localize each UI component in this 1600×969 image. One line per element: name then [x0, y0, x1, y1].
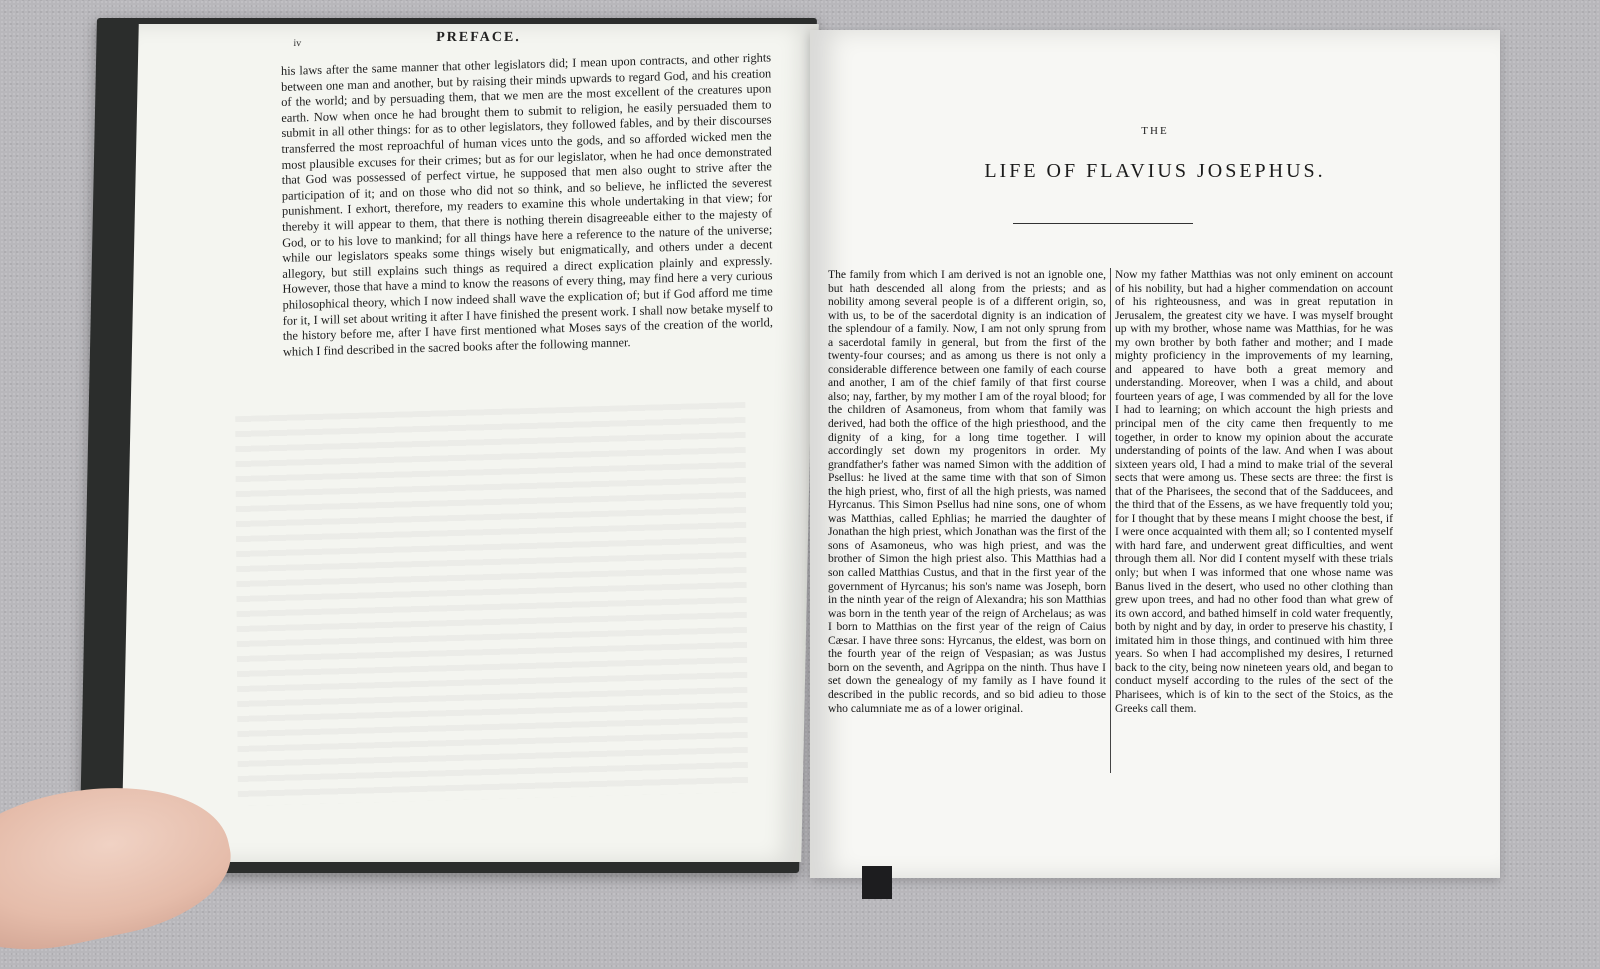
preface-paragraph: his laws after the same manner that other legislators did; I mean upon contracts, and other rights between one man and another, but by raising their minds upwards to regard God, and his creation of the world; and by persuading them, that we men are the most excellent of the creatures upon earth. Now when once he had brought them to submit to religion, he easily persuaded them to submit in all other things: for as to other legislators, they followed fables, and by their discourses transferred the most reproachful of human vices unto the gods, and so afforded wicked men the most plausible excuses for their crimes; but as for our legislator, when he had once demonstrated that God was possessed of perfect virtue, he supposed that men also ought to strive after the participation of it; and on those who did not so think, and so believe, he inflicted the severest punishment. I exhort, therefore, my readers to examine this whole undertaking in that view; for thereby it will appear to them, that there is nothing therein disagreeable either to the majesty of God, or to his love to mankind; for all things have here a reference to the nature of the universe; while our legislators speaks some things wisely but enigmatically, and others under a decent allegory, but still explains such things as required a direct explication plainly and expressly. However, those that have a mind to know the reasons of every thing, may find here a very curious philosophical theory, which I now indeed shall wave the explication of; but if God afford me time for it, I will set about writing it after I have finished the present work. I shall now betake myself to the history before me, after I have first mentioned what Moses says of the creation of the world, which I find described in the sacred books after the following manner.	[280, 50, 773, 359]
column-divider	[1110, 268, 1111, 773]
text-column-right	[1115, 268, 1393, 715]
bookmark-ribbon	[862, 866, 892, 899]
page-number: iv	[293, 38, 302, 49]
column-left-paragraph: The family from which I am derived is not an ignoble one, but hath descended all along from the priests; and as nobility among several people is of a different origin, so, with us, to be of the sacerdotal dignity is an indication of the splendour of a family. Now, I am not only sprung from a sacerdotal family in general, but from the first of the twenty-four courses; and as among us there is not only a considerable difference between one family of each course and another, I am of the chief family of that first course also; nay, farther, by my mother I am of the royal blood; for the children of Asamoneus, from whom that family was derived, had both the office of the high priesthood, and the dignity of a king, for a long time together. I will accordingly set down my progenitors in order. My grandfather's father was named Simon with the addition of Psellus: he lived at the same time with that son of Simon the high priest, who, first of all the high priests, was named Hyrcanus. This Simon Psellus had nine sons, one of whom was Matthias, called Ephlias; he married the daughter of Jonathan the high priest, which Jonathan was the first of the sons of Asamoneus, who was high priest, and was the brother of Simon the high priest also. This Matthias had a son called Matthias Custus, and that in the first year of the government of Hyrcanus; his son's name was Joseph, born in the ninth year of the reign of Alexandra; his son Matthias was born in the tenth year of the reign of Archelaus; as was I born to Matthias on the first year of the reign of Caius Cæsar. I have three sons: Hyrcanus, the eldest, was born on the fourth year of the reign of Vespasian; as was Justus born on the seventh, and Agrippa on the ninth. Thus have I set down the genealogy of my family as I have found it described in the public records, and so bid adieu to those who calumniate me as of a lower original.	[828, 268, 1106, 715]
left-page	[121, 24, 819, 862]
title-prefix: THE	[1141, 125, 1169, 137]
running-head: PREFACE.	[436, 30, 521, 45]
title-rule	[1013, 223, 1193, 224]
show-through-text	[235, 402, 748, 806]
chapter-title: LIFE OF FLAVIUS JOSEPHUS.	[984, 160, 1326, 182]
right-page	[810, 30, 1500, 878]
preface-text	[281, 50, 773, 360]
text-column-left	[828, 268, 1106, 715]
column-right-paragraph: Now my father Matthias was not only eminent on account of his nobility, but had a higher commendation on account of his righteousness, and was in great reputation in Jerusalem, the greatest city we have. I was myself brought up with my brother, whose name was Matthias, for he was my own brother by both father and mother; and I made mighty proficiency in the improvements of my learning, and appeared to have both a great memory and understanding. Moreover, when I was a child, and about fourteen years of age, I was commended by all for the love I had to learning; on which account the high priests and principal men of the city came then frequently to me together, in order to know my opinion about the accurate understanding of points of the law. And when I was about sixteen years old, I had a mind to make trial of the several sects that were among us. These sects are three: the first is that of the Pharisees, the second that of the Sadducees, and the third that of the Essens, as we have frequently told you; for I thought that by these means I might choose the best, if I were once acquainted with them all; so I contented myself with hard fare, and underwent great difficulties, and went through them all. Nor did I content myself with these trials only; but when I was informed that one whose name was Banus lived in the desert, who used no other clothing than grew upon trees, and had no other food than what grew of its own accord, and bathed himself in cold water frequently, both by night and by day, in order to preserve his chastity, I imitated him in those things, and continued with him three years. So when I had accomplished my desires, I returned back to the city, being now nineteen years old, and began to conduct myself according to the rules of the sect of the Pharisees, which is of kin to the sect of the Stoics, as the Greeks call them.	[1115, 268, 1393, 715]
